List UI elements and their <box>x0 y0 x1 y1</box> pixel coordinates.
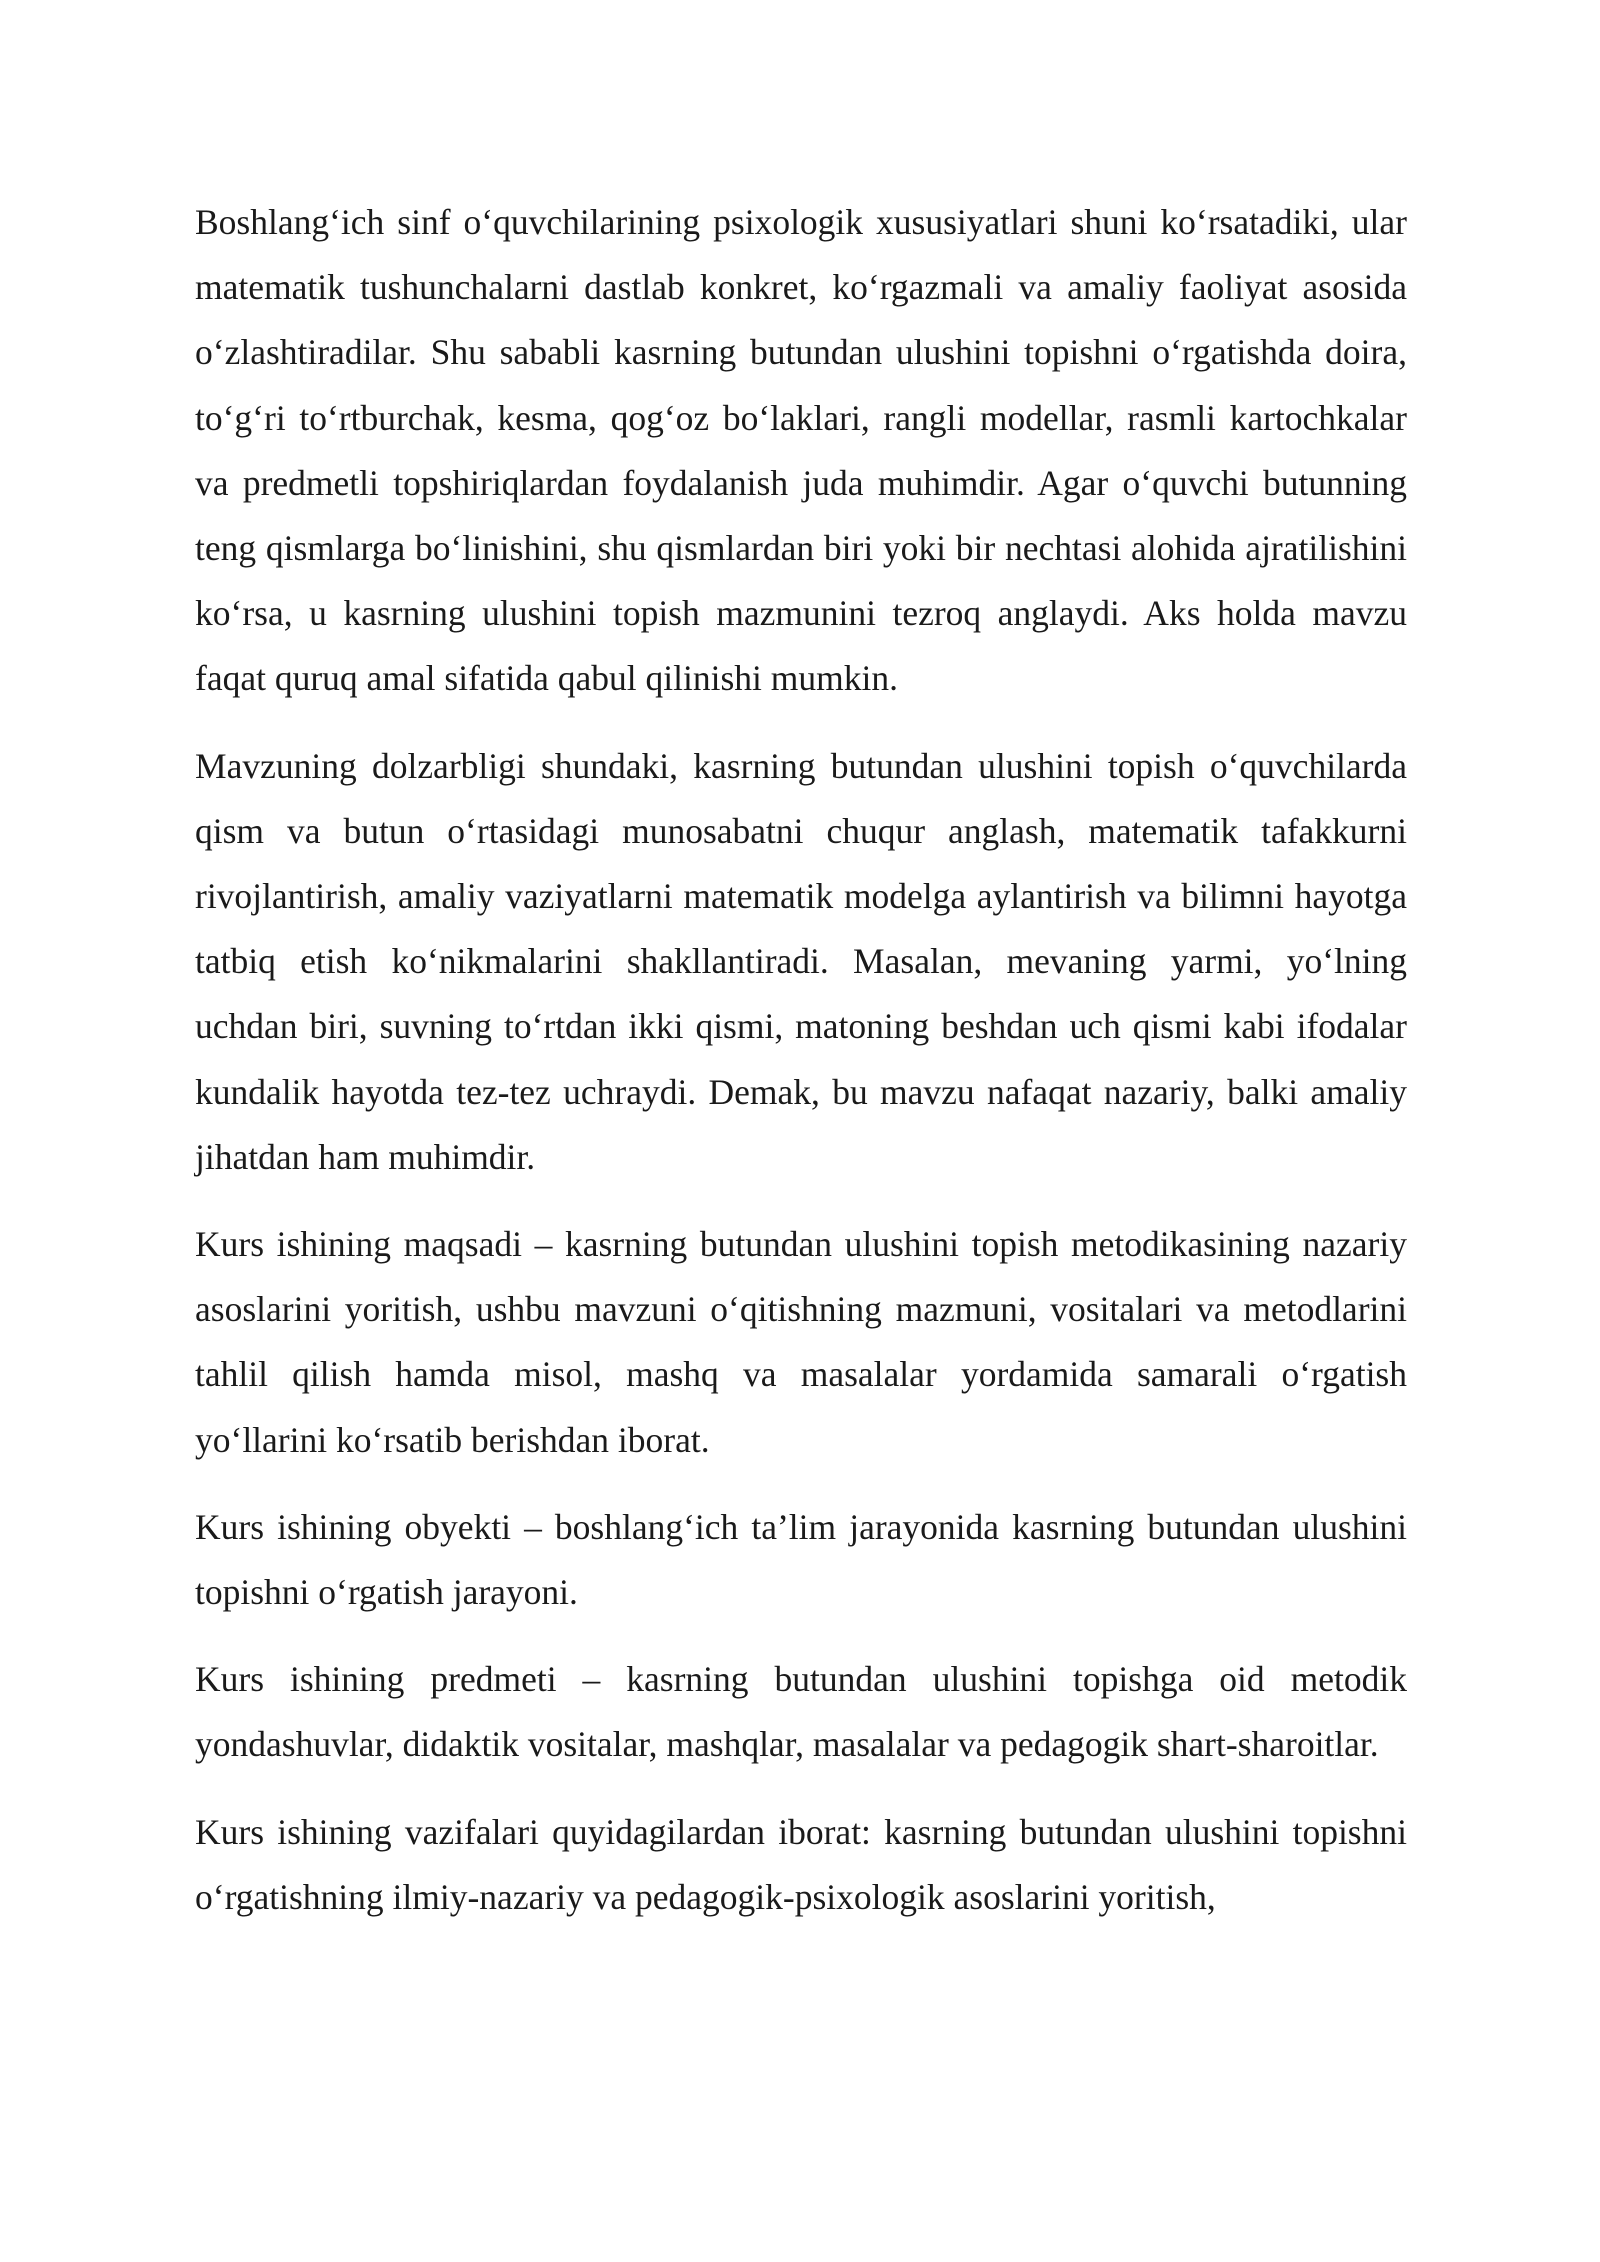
body-text <box>195 190 1407 1952</box>
paragraph-relevance: Mavzuning dolzarbligi shundaki, kasrning butundan ulushini topish o‘quvchilarda qism va butun o‘rtasidagi munosabatni chuqur anglash, matematik tafakkurni rivojlantirish, amaliy vaziyatlarni matematik modelga aylantirish va bilimni hayotga tatbiq etish ko‘nikmalarini shakllantiradi. Masalan, mevaning yarmi, yo‘lning uchdan biri, suvning to‘rtdan ikki qismi, matoning beshdan uch qismi kabi ifodalar kundalik hayotda tez-tez uchraydi. Demak, bu mavzu nafaqat nazariy, balki amaliy jihatdan ham muhimdir. <box>195 745 1407 1177</box>
paragraph-goal: Kurs ishining maqsadi – kasrning butundan ulushini topish metodikasining nazariy asoslarini yoritish, ushbu mavzuni o‘qitishning mazmuni, vositalari va metodlarini tahlil qilish hamda misol, mashq va masalalar yordamida samarali o‘rgatish yo‘llarini ko‘rsatib berishdan iborat. <box>195 1224 1407 1460</box>
paragraph-object: Kurs ishining obyekti – boshlang‘ich ta’lim jarayonida kasrning butundan ulushini topishni o‘rgatish jarayoni. <box>195 1506 1407 1613</box>
paragraph-psychology: Boshlang‘ich sinf o‘quvchilarining psixologik xususiyatlari shuni ko‘rsatadiki, ular matematik tushunchalarni dastlab konkret, ko‘rgazmali va amaliy faoliyat asosida o‘zlashtiradilar. Shu sababli kasrning butundan ulushini topishni o‘rgatishda doira, to‘g‘ri to‘rtburchak, kesma, qog‘oz bo‘laklari, rangli modellar, rasmli kartochkalar va predmetli topshiriqlardan foydalanish juda muhimdir. Agar o‘quvchi butunning teng qismlarga bo‘linishini, shu qismlardan biri yoki bir nechtasi alohida ajratilishini ko‘rsa, u kasrning ulushini topish mazmunini tezroq anglaydi. Aks holda mavzu faqat quruq amal sifatida qabul qilinishi mumkin. <box>195 202 1407 699</box>
paragraph-tasks: Kurs ishining vazifalari quyidagilardan iborat: kasrning butundan ulushini topishni o‘rgatishning ilmiy-nazariy va pedagogik-psixologik asoslarini yoritish, <box>195 1811 1407 1917</box>
paragraph-subject: Kurs ishining predmeti – kasrning butundan ulushini topishga oid metodik yondashuvlar, didaktik vositalar, mashqlar, masalalar va pedagogik shart-sharoitlar. <box>195 1659 1407 1765</box>
